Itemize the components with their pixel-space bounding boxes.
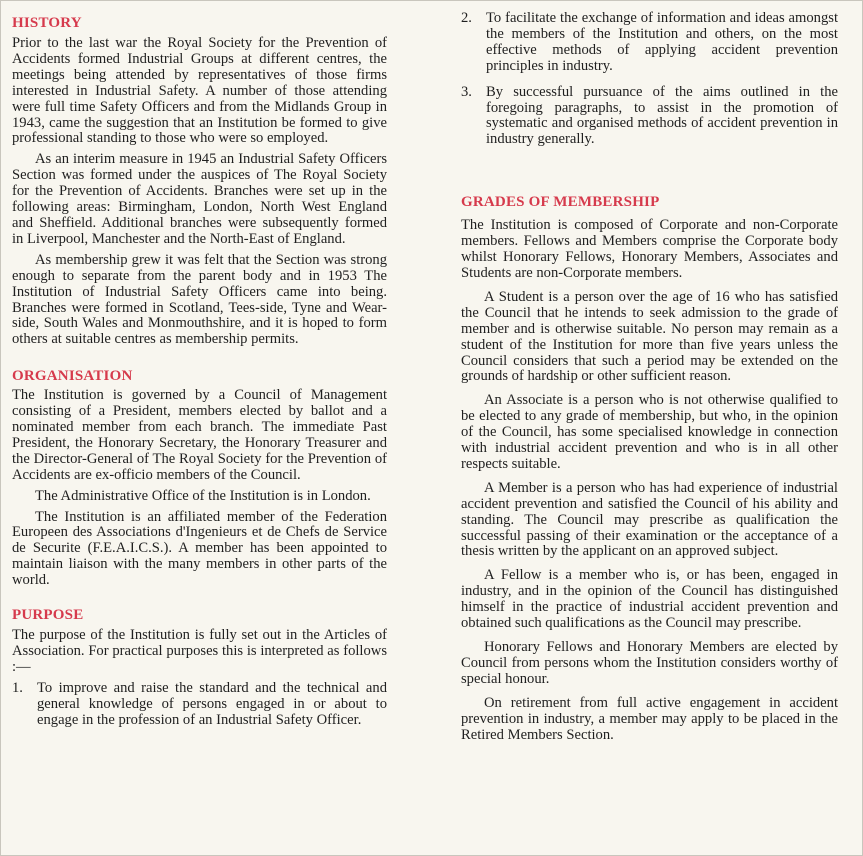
history-paragraph-3: As membership grew it was felt that the Section was strong enough to separate from the parent body and in 1953 The Institution of Industrial Safety Officers came into being. Branches were formed in Scotland, Tees-side, Tyne and Wear-side, South Wales and Monmouthshire, and it is hoped to form others at suitable centres as membership permits. <box>12 251 387 348</box>
purpose-item-1 <box>12 681 387 729</box>
history-paragraph-1: Prior to the last war the Royal Society for the Prevention of Accidents formed Industrial Groups at different centres, the meetings being attended by representatives of those firms interested in Industrial Safety. A number of those attending were full time Safety Officers and from the Midlands Group in 1943, came the suggestion that an Institution be formed to give professional standing to those who were so employed. <box>12 35 387 147</box>
purpose-item-3 <box>461 85 838 149</box>
purpose-item-number: 1. <box>12 679 23 696</box>
purpose-intro: The purpose of the Institution is fully set out in the Articles of Association. For practical purposes this is interpreted as follows :— <box>12 627 387 675</box>
purpose-item-number: 2. <box>461 10 472 26</box>
grades-paragraph-fellow: A Fellow is a member who is, or has been, engaged in industry, and in the opinion of the Council has distinguished himself in the practice of industrial accident prevention and obtained such qualifications as the Council may prescribe. <box>461 567 838 632</box>
grades-paragraph-member: A Member is a person who has had experience of industrial accident prevention and satisfied the Council of his ability and standing. The Council may prescribe as qualification the successful passing of their examination or the acceptance of a thesis written by the applicant on an approved subject. <box>461 479 838 560</box>
purpose-item-text: To improve and raise the standard and the technical and general knowledge of persons engaged in or about to engage in the profession of an Industrial Safety Officer. <box>37 679 387 728</box>
grades-heading: GRADES OF MEMBERSHIP <box>461 194 660 211</box>
right-column <box>461 11 838 743</box>
left-column <box>12 13 387 729</box>
organisation-heading: ORGANISATION <box>12 368 133 385</box>
purpose-item-text: By successful pursuance of the aims outlined in the foregoing paragraphs, to assist in the promotion of systematic and organised methods of accident prevention in industry generally. <box>486 83 838 148</box>
grades-paragraph-retired: On retirement from full active engagement in accident prevention in industry, a member may apply to be placed in the Retired Members Section. <box>461 694 838 743</box>
organisation-paragraph-2: The Administrative Office of the Institution is in London. <box>35 487 371 504</box>
grades-paragraph-honorary: Honorary Fellows and Honorary Members are elected by Council from persons whom the Institution considers worthy of special honour. <box>461 639 838 687</box>
history-paragraph-2: As an interim measure in 1945 an Industrial Safety Officers Section was formed under the auspices of The Royal Society for the Prevention of Accidents. Branches were set up in the following areas: Birmingham, London, North West England and Sheffield. Additional branches were subsequently formed in Liverpool, Manchester and the North-East of England. <box>12 151 387 247</box>
grades-paragraph-1: The Institution is composed of Corporate and non-Corporate members. Fellows and Members comprise the Corporate body whilst Honorary Fellows, Honorary Members, Associates and Students are non-Corporate members. <box>461 217 838 281</box>
purpose-item-2 <box>461 11 838 75</box>
organisation-paragraph-3: The Institution is an affiliated member of the Federation Europeen des Associations d'Ingenieurs et de Chefs de Service de Securite (F.E.A.I.C.S.). A member has been appointed to maintain liaison with the many members in other parts of the world. <box>12 508 387 589</box>
purpose-item-text: To facilitate the exchange of information and ideas amongst the members of the Institution and others, on the most effective methods of applying accident prevention principles in industry. <box>486 10 838 74</box>
grades-paragraph-student: A Student is a person over the age of 16 who has satisfied the Council that he intends to seek admission to the grade of member and is otherwise suitable. No person may remain as a student of the Institution for more than five years unless the Council considers that such a period may be extended on the grounds of hardship or other sufficient reason. <box>461 288 838 385</box>
purpose-item-number: 3. <box>461 83 472 100</box>
organisation-paragraph-1: The Institution is governed by a Council of Management consisting of a President, members elected by ballot and a nominated member from each branch. The immediate Past President, the Honorary Secretary, the Honorary Treasurer and the Director-General of The Royal Society for the Prevention of Accidents are ex-officio members of the Council. <box>12 387 387 483</box>
grades-paragraph-associate: An Associate is a person who is not otherwise qualified to be elected to any grade of membership, but who, in the opinion of the Council, has some specialised knowledge in connection with industrial accident prevention and who is in all other respects suitable. <box>461 392 838 472</box>
history-heading: HISTORY <box>12 15 82 31</box>
purpose-heading: PURPOSE <box>12 607 84 624</box>
